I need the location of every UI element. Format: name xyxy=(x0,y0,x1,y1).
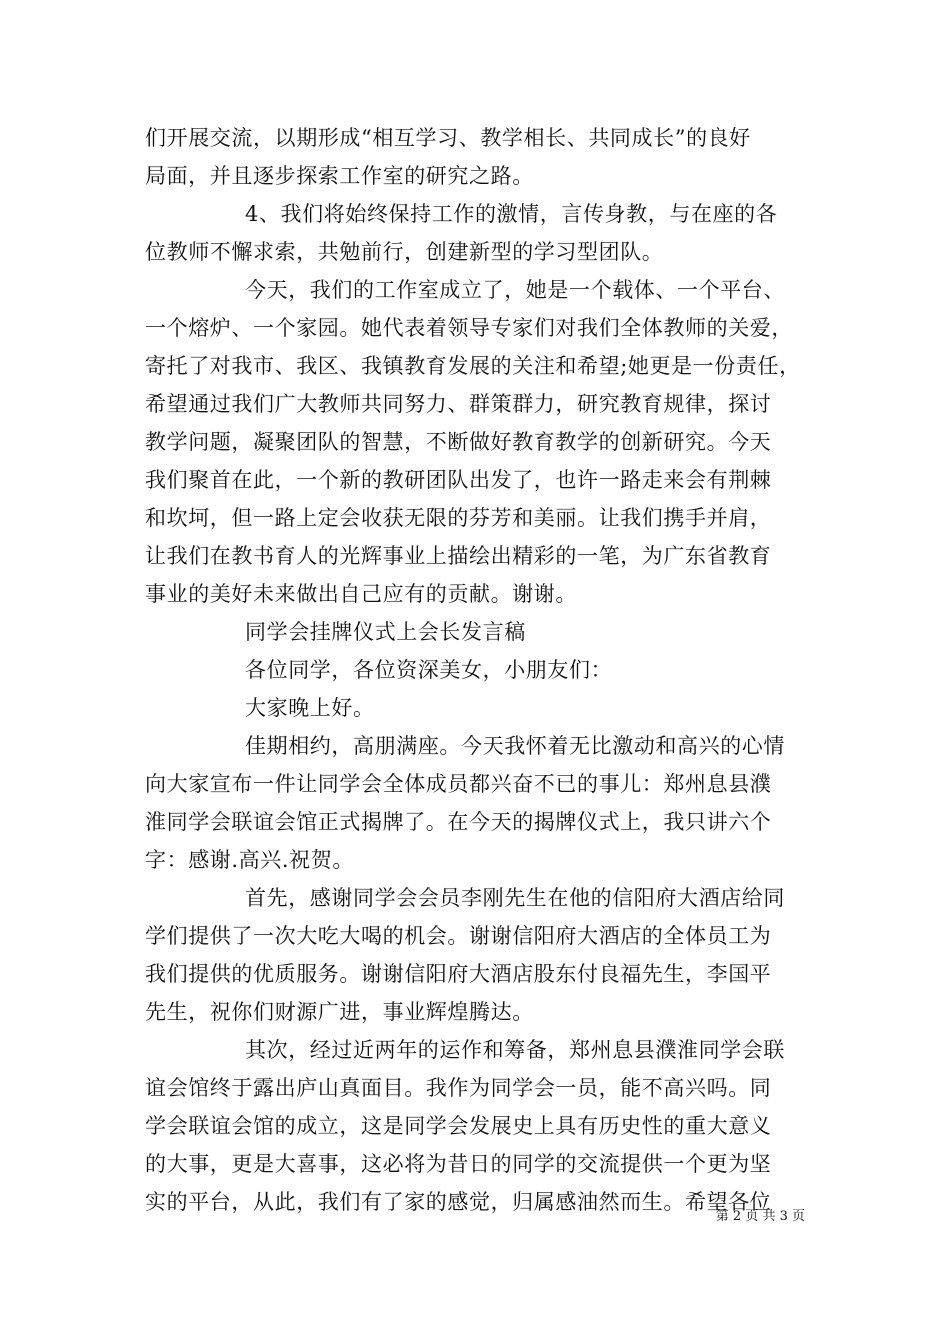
body-text-line: 让我们在教书育人的光辉事业上描绘出精彩的一笔，为广东省教育 xyxy=(145,544,772,568)
body-text-line: 首先，感谢同学会会员李刚先生在他的信阳府大酒店给同 xyxy=(245,886,785,910)
body-text-line: 们开展交流，以期形成“相互学习、教学相长、共同成长”的良好 xyxy=(145,126,751,150)
body-text-line: 我们提供的优质服务。谢谢信阳府大酒店股东付良福先生，李国平 xyxy=(145,962,772,986)
body-text-line: 寄托了对我市、我区、我镇教育发展的关注和希望;她更是一份责任， xyxy=(145,354,801,378)
body-text-line: 局面，并且逐步探索工作室的研究之路。 xyxy=(145,164,534,188)
body-text-line: 先生，祝你们财源广进，事业辉煌腾达。 xyxy=(145,1000,534,1024)
section-title: 同学会挂牌仪式上会长发言稿 xyxy=(245,620,526,644)
body-text-line: 学们提供了一次大吃大喝的机会。谢谢信阳府大酒店的全体员工为 xyxy=(145,924,772,948)
body-text-line: 向大家宣布一件让同学会全体成员都兴奋不已的事儿：郑州息县濮 xyxy=(145,772,772,796)
body-text-line: 希望通过我们广大教师共同努力、群策群力，研究教育规律，探讨 xyxy=(145,392,772,416)
body-text-line: 字：感谢.高兴.祝贺。 xyxy=(145,848,354,872)
body-text-line: 教学问题，凝聚团队的智慧，不断做好教育教学的创新研究。今天 xyxy=(145,430,772,454)
body-text-line: 谊会馆终于露出庐山真面目。我作为同学会一员，能不高兴吗。同 xyxy=(145,1076,772,1100)
body-text-line: 今天，我们的工作室成立了，她是一个载体、一个平台、 xyxy=(245,278,785,302)
body-text-line: 我们聚首在此，一个新的教研团队出发了，也许一路走来会有荆棘 xyxy=(145,468,772,492)
body-text-line: 4、我们将始终保持工作的激情，言传身教，与在座的各 xyxy=(245,202,778,226)
body-text-line: 学会联谊会馆的成立，这是同学会发展史上具有历史性的重大意义 xyxy=(145,1114,772,1138)
greeting: 大家晚上好。 xyxy=(245,696,375,720)
body-text-line: 佳期相约，高朋满座。今天我怀着无比激动和高兴的心情 xyxy=(245,734,785,758)
body-text-line: 事业的美好未来做出自己应有的贡献。谢谢。 xyxy=(145,582,577,606)
page-number: 第 2 页 共 3 页 xyxy=(715,1209,805,1224)
body-text-line: 其次，经过近两年的运作和筹备，郑州息县濮淮同学会联 xyxy=(245,1038,785,1062)
body-text-line: 淮同学会联谊会馆正式揭牌了。在今天的揭牌仪式上，我只讲六个 xyxy=(145,810,772,834)
body-text-line: 和坎坷，但一路上定会收获无限的芬芳和美丽。让我们携手并肩， xyxy=(145,506,772,530)
salutation: 各位同学，各位资深美女，小朋友们： xyxy=(245,658,613,682)
body-text-line: 位教师不懈求索，共勉前行，创建新型的学习型团队。 xyxy=(145,240,664,264)
body-text-line: 的大事，更是大喜事，这必将为昔日的同学的交流提供一个更为坚 xyxy=(145,1152,772,1176)
body-text-line: 实的平台，从此，我们有了家的感觉，归属感油然而生。希望各位 xyxy=(145,1190,772,1214)
body-text-line: 一个熔炉、一个家园。她代表着领导专家们对我们全体教师的关爱， xyxy=(145,316,793,340)
